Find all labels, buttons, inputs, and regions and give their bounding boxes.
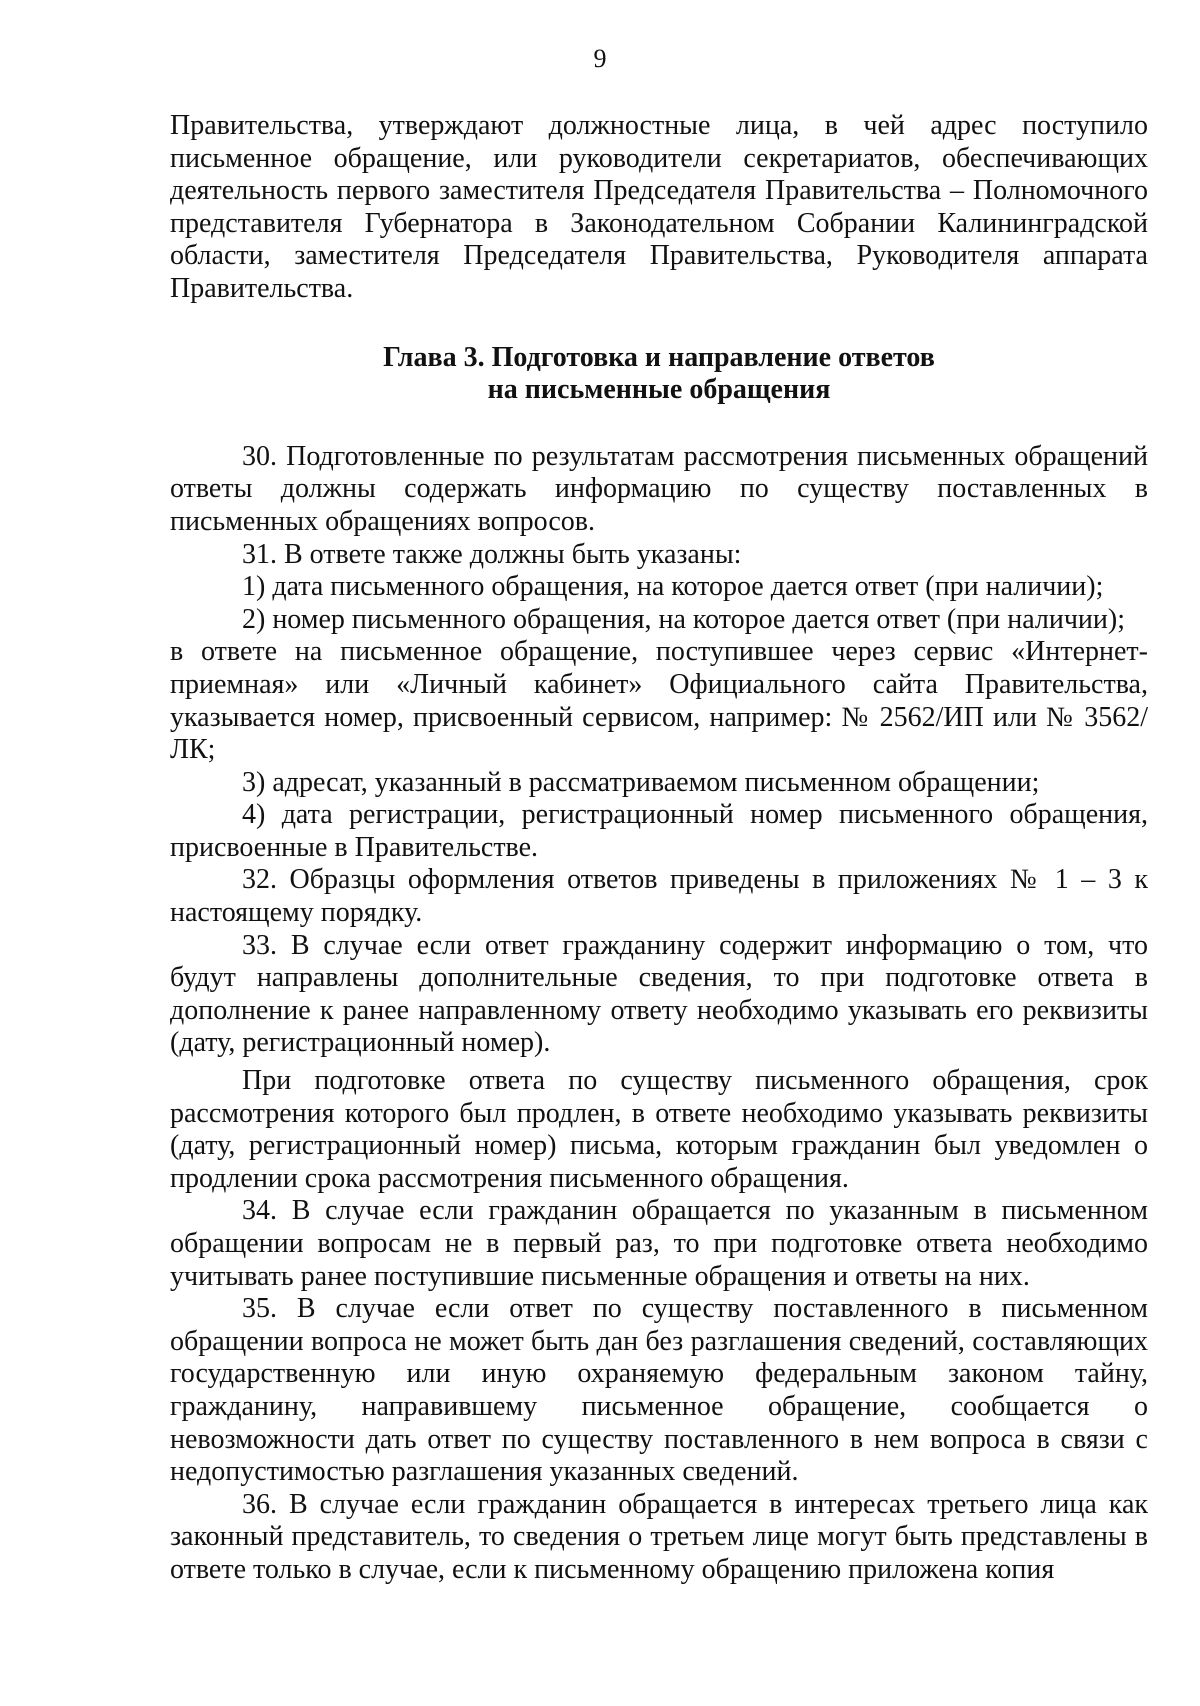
chapter-heading-line-1: Глава 3. Подготовка и направление ответов <box>383 341 935 373</box>
paragraph-31: 31. В ответе также должны быть указаны: <box>242 538 742 570</box>
paragraph-31-item-3: 3) адресат, указанный в рассматриваемом письменном обращении; <box>242 766 1040 798</box>
paragraph-34: 34. В случае если гражданин обращается по указанным в письменном обращении вопросам не в первый раз, то при подготовке ответа необходимо учитывать ранее поступившие письменные обращения и ответы на них. <box>170 1195 1148 1292</box>
document-body <box>170 110 1148 1587</box>
paragraph-32: 32. Образцы оформления ответов приведены в приложениях № 1 – 3 к настоящему порядку. <box>170 864 1148 929</box>
paragraph-31-item-2-continuation: в ответе на письменное обращение, поступившее через сервис «Интернет-приемная» или «Личный кабинет» Официального сайта Правительства, указывается номер, присвоенный сервисом, например: № 2562/ИП или № 3562/ЛК; <box>170 636 1148 766</box>
chapter-heading-line-2: на письменные обращения <box>487 374 831 406</box>
paragraph-31-item-1: 1) дата письменного обращения, на которое дается ответ (при наличии); <box>242 571 1104 603</box>
paragraph-36: 36. В случае если гражданин обращается в интересах третьего лица как законный представитель, то сведения о третьем лице могут быть представлены в ответе только в случае, если к письменному обращению приложена копия <box>170 1488 1148 1585</box>
page-number: 9 <box>593 44 607 73</box>
paragraph-31-item-4: 4) дата регистрации, регистрационный номер письменного обращения, присвоенные в Правительстве. <box>170 799 1148 863</box>
paragraph-30: 30. Подготовленные по результатам рассмотрения письменных обращений ответы должны содержать информацию по существу поставленных в письменных обращениях вопросов. <box>170 440 1148 537</box>
intro-paragraph: Правительства, утверждают должностные лица, в чей адрес поступило письменное обращение, или руководители секретариатов, обеспечивающих деятельность первого заместителя Председателя Правительства – Полномочного представителя Губернатора в Законодательном Собрании Калининградской области, заместителя Председателя Правительства, Руководителя аппарата Правительства. <box>170 110 1148 304</box>
paragraph-35: 35. В случае если ответ по существу поставленного в письменном обращении вопроса не может быть дан без разглашения сведений, составляющих государственную или иную охраняемую федеральным законом тайну, гражданину, направившему письменное обращение, сообщается о невозможности дать ответ по существу поставленного в нем вопроса в связи с недопустимостью разглашения указанных сведений. <box>170 1293 1148 1488</box>
paragraph-33-second: При подготовке ответа по существу письменного обращения, срок рассмотрения которого был продлен, в ответе необходимо указывать реквизиты (дату, регистрационный номер) письма, которым гражданин был уведомлен о продлении срока рассмотрения письменного обращения. <box>170 1065 1148 1194</box>
paragraph-33: 33. В случае если ответ гражданину содержит информацию о том, что будут направлены дополнительные сведения, то при подготовке ответа в дополнение к ранее направленному ответу необходимо указывать его реквизиты (дату, регистрационный номер). <box>170 929 1148 1059</box>
paragraph-31-item-2: 2) номер письменного обращения, на которое дается ответ (при наличии); <box>242 603 1125 635</box>
chapter-heading <box>170 342 1148 407</box>
